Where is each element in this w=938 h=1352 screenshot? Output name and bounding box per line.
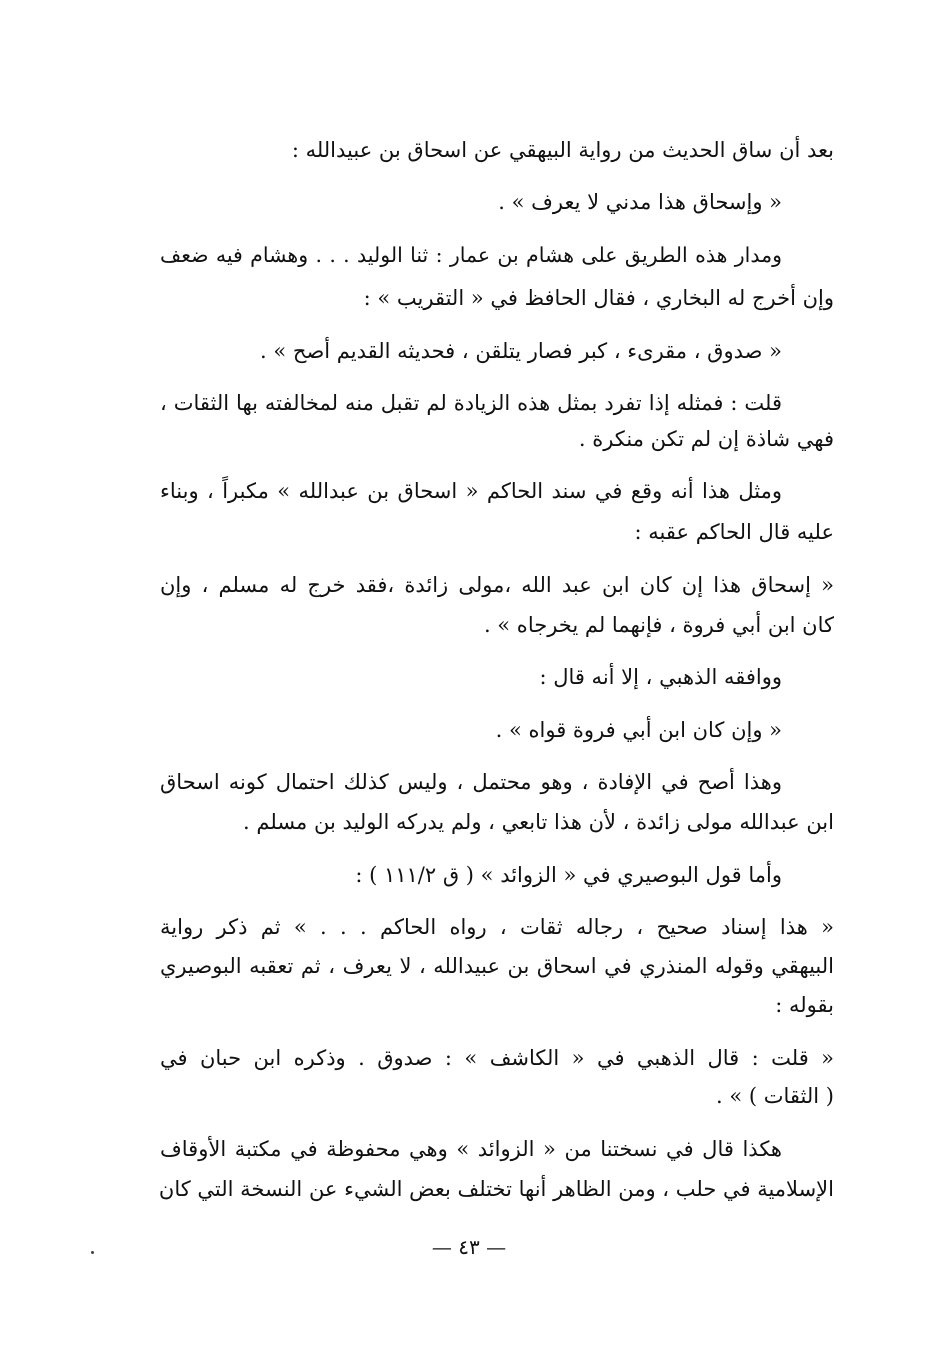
text-line: « وإسحاق هذا مدني لا يعرف » .: [498, 190, 782, 214]
text-line: « هذا إسناد صحيح ، رجاله ثقات ، رواه الحاكم . . . » ثم ذكر رواية: [160, 915, 834, 939]
text-line: قلت : فمثله إذا تفرد بمثل هذه الزيادة لم تقبل منه لمخالفته بها الثقات ،: [160, 391, 782, 415]
text-line: ( الثقات ) » .: [716, 1084, 834, 1108]
page-speck: [91, 1251, 94, 1254]
text-line: « صدوق ، مقرىء ، كبر فصار يتلقن ، فحديثه القديم أصح » .: [260, 339, 782, 363]
text-line: « إسحاق هذا إن كان ابن عبد الله ،مولى زائدة ،فقد خرج له مسلم ، وإن: [160, 573, 834, 597]
text-line: وإن أخرج له البخاري ، فقال الحافظ في « التقريب » :: [363, 286, 834, 310]
text-line: عليه قال الحاكم عقبه :: [634, 520, 834, 544]
text-line: « وإن كان ابن أبي فروة قواه » .: [495, 718, 782, 742]
text-line: فهي شاذة إن لم تكن منكرة .: [578, 427, 834, 451]
text-line: بقوله :: [775, 993, 834, 1017]
text-line: الإسلامية في حلب ، ومن الظاهر أنها تختلف بعض الشيء عن النسخة التي كان: [158, 1177, 834, 1201]
text-line: كان ابن أبي فروة ، فإنهما لم يخرجاه » .: [483, 613, 834, 637]
text-line: ومثل هذا أنه وقع في سند الحاكم « اسحاق بن عبدالله » مكبراً ، وبناء: [160, 479, 782, 503]
text-line: ومدار هذه الطريق على هشام بن عمار : ثنا الوليد . . . وهشام فيه ضعف: [160, 243, 782, 267]
page-number: — ٤٣ —: [431, 1235, 507, 1259]
text-line: وأما قول البوصيري في « الزوائد » ( ق ١١١/٢ ) :: [355, 863, 782, 887]
text-line: هكذا قال في نسختنا من « الزوائد » وهي محفوظة في مكتبة الأوقاف: [160, 1137, 782, 1161]
text-line: وهذا أصح في الإفادة ، وهو محتمل ، وليس كذلك احتمال كونه اسحاق: [160, 770, 782, 794]
text-line: ابن عبدالله مولى زائدة ، لأن هذا تابعي ، ولم يدركه الوليد بن مسلم .: [243, 810, 834, 834]
text-line: « قلت : قال الذهبي في « الكاشف » : صدوق . وذكره ابن حبان في: [160, 1046, 834, 1070]
text-line: بعد أن ساق الحديث من رواية البيهقي عن اسحاق بن عبيدالله :: [291, 138, 834, 162]
text-line: ووافقه الذهبي ، إلا أنه قال :: [539, 665, 782, 689]
text-line: البيهقي وقوله المنذري في اسحاق بن عبيدالله ، لا يعرف ، ثم تعقبه البوصيري: [160, 954, 834, 978]
